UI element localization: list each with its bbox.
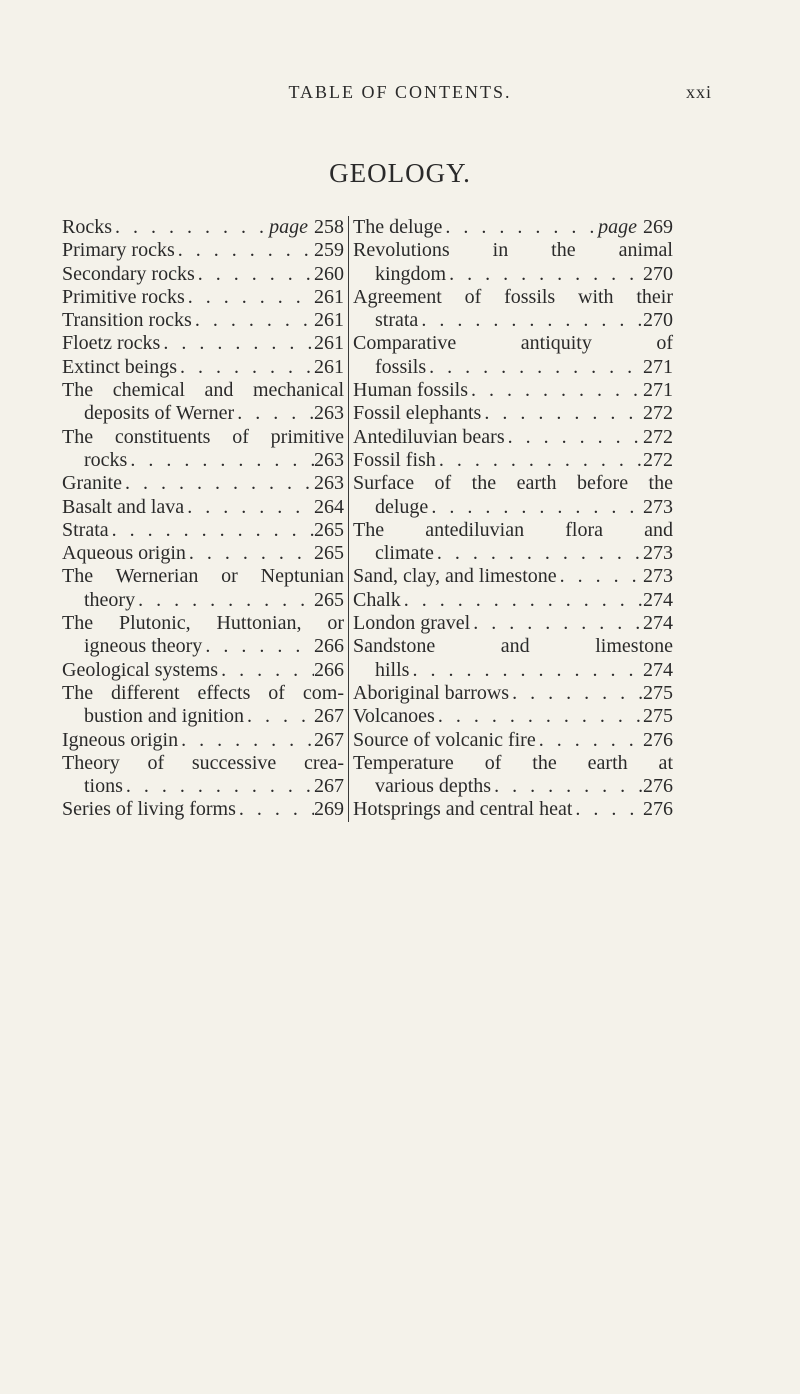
toc-entry-text: tions [84,775,123,798]
page-number [314,589,344,612]
leader-dots [491,775,643,798]
toc-entry-text: Transition rocks [62,309,192,332]
page-number [643,356,673,379]
toc-entry-text: The different effects of com- [62,681,344,704]
leader-dots [435,705,643,728]
toc-entry-text: The deluge [353,216,443,238]
toc-entry [62,752,344,799]
toc-entry [62,565,344,612]
toc-entry-text: Source of volcanic fire [353,728,536,751]
leader-dots [186,542,314,565]
leader-dots [218,659,314,682]
page-number-value: 264 [314,495,344,518]
toc-entry-text: The chemical and mechanical [62,379,344,402]
toc-entry-text: fossils [375,355,427,378]
page-number-value: 271 [643,355,673,378]
toc-entry-text: Igneous origin [62,728,179,751]
page-number [643,705,673,728]
page-number [643,729,673,752]
leader-dots [195,263,314,286]
page-number-value: 259 [314,239,344,262]
leader-dots [442,216,598,239]
toc-entry [62,682,344,729]
leader-dots [160,332,314,355]
leader-dots [123,775,314,798]
leader-dots [202,635,314,658]
page-number [314,332,344,355]
page-number-value: 267 [314,728,344,751]
page-number-value: 271 [643,379,673,402]
toc-entry [353,705,673,728]
toc-entry [353,612,673,635]
page-number [643,309,673,332]
toc-entry [353,682,673,705]
toc-entry-text: The Plutonic, Huttonian, or [62,612,344,635]
toc-entry-text: Geological systems [62,658,219,681]
toc-entry [353,729,673,752]
leader-dots [135,589,314,612]
leader-dots [244,705,314,728]
page-number [314,402,344,425]
page-number-value: 263 [314,448,344,471]
page-number [314,775,344,798]
toc-entry-text: Fossil fish [353,448,436,471]
toc-entry [62,286,344,309]
page-number [314,496,344,519]
leader-dots [426,356,643,379]
toc-entry [62,332,344,355]
toc-entry-text: The antediluvian flora and [353,518,673,541]
toc-entry-text: Primitive rocks [62,285,185,308]
toc-entry-text: various depths [375,775,492,798]
leader-dots [109,519,314,542]
toc-entry [62,426,344,473]
contents-column-right [348,216,673,822]
page-number-value: 266 [314,635,344,658]
leader-dots [446,263,643,286]
page-number-value: 266 [314,658,344,681]
toc-entry-text: rocks [84,448,128,471]
page-number [643,565,673,588]
toc-entry-text: hills [375,658,410,681]
page-number-value: 267 [314,705,344,728]
page-number [314,263,344,286]
page-number-value: 269 [314,798,344,821]
toc-entry [353,239,673,286]
page-number-value: 265 [314,588,344,611]
page-number-value: 261 [314,285,344,308]
toc-entry [62,659,344,682]
toc-entry [62,519,344,542]
toc-entry-text: Aboriginal barrows [353,681,510,704]
page-number [643,496,673,519]
toc-entry-text: The Wernerian or Neptunian [62,565,344,588]
page-number-value: 273 [643,495,673,518]
page-number-value: 274 [643,588,673,611]
toc-entry [62,496,344,519]
running-title: TABLE OF CONTENTS. [288,82,512,102]
toc-entry [62,729,344,752]
leader-dots [470,612,643,635]
toc-entry-text: Rocks [62,216,112,238]
toc-entry [353,216,673,239]
toc-entry-text: bustion and ignition [84,705,244,728]
leader-dots [434,542,643,565]
toc-entry-text: Basalt and lava [62,495,185,518]
leader-dots [122,472,314,495]
toc-entry [353,402,673,425]
toc-entry [62,216,344,239]
toc-entry-text: deluge [375,495,429,518]
page-number [643,659,673,682]
page-number [314,659,344,682]
toc-entry-text: London gravel [353,612,471,635]
page-number-value: 273 [643,542,673,565]
page-number-value: 272 [643,425,673,448]
page-number [314,705,344,728]
leader-dots [428,496,643,519]
page-number-value: 265 [314,518,344,541]
toc-entry [353,426,673,449]
page-number [643,589,673,612]
leader-dots [401,589,643,612]
page-number-value: 261 [314,309,344,332]
toc-entry-text: Granite [62,472,122,495]
toc-entry [62,612,344,659]
page-number [314,356,344,379]
toc-entry [62,798,344,821]
page-number-value: 275 [643,705,673,728]
leader-dots [572,798,643,821]
leader-dots [178,729,314,752]
page-word: page [269,216,308,238]
toc-entry [62,379,344,426]
page-number [314,286,344,309]
leader-dots [505,426,643,449]
toc-entry [62,309,344,332]
leader-dots [184,496,314,519]
page-number [314,542,344,565]
toc-entry-text: kingdom [375,262,447,285]
page-number-value: 273 [643,565,673,588]
page-number [314,239,344,262]
page-number-value: 265 [314,542,344,565]
page-number-value: 258 [314,216,344,238]
leader-dots [177,356,314,379]
toc-entry [353,472,673,519]
leader-dots [127,449,314,472]
page-number [643,682,673,705]
toc-entry-text: Fossil elephants [353,402,482,425]
toc-entry-text: igneous theory [84,635,203,658]
page-number-value: 276 [643,728,673,751]
page-number [643,775,673,798]
toc-entry-text: Volcanoes [353,705,435,728]
page-number-value: 272 [643,448,673,471]
toc-entry [353,635,673,682]
page-number [643,379,673,402]
toc-entry-text: Chalk [353,588,401,611]
toc-entry-text: Surface of the earth before the [353,472,673,495]
page-word: page [598,216,637,238]
page-number-value: 263 [314,402,344,425]
leader-dots [481,402,643,425]
page-number [314,729,344,752]
toc-entry-text: Comparative antiquity of [353,332,673,355]
page-number-value: 270 [643,309,673,332]
toc-entry-text: Floetz rocks [62,332,161,355]
contents-column-left [62,216,344,822]
page-number [269,216,344,239]
toc-entry [62,263,344,286]
toc-entry [353,565,673,588]
page-number [314,798,344,821]
leader-dots [418,309,643,332]
page-folio: xxi [685,82,712,102]
toc-entry-text: Theory of successive crea- [62,751,344,774]
toc-entry-text: Extinct beings [62,355,177,378]
leader-dots [175,239,314,262]
page-number [643,612,673,635]
page-number-value: 269 [643,216,673,238]
toc-entry-text: Agreement of fossils with their [353,285,673,308]
toc-entry-text: Antediluvian bears [353,425,505,448]
toc-entry-text: Human fossils [353,379,468,402]
page-number-value: 272 [643,402,673,425]
running-head [0,82,800,106]
toc-entry-text: strata [375,309,419,332]
toc-entry [62,239,344,262]
page-number-value: 274 [643,612,673,635]
page-number-value: 267 [314,775,344,798]
leader-dots [234,402,314,425]
page-number [643,402,673,425]
leader-dots [536,729,643,752]
toc-entry-text: theory [84,588,136,611]
page-number-value: 260 [314,262,344,285]
leader-dots [409,659,643,682]
page-number [643,263,673,286]
toc-entry-text: Aqueous origin [62,542,186,565]
toc-entry-text: deposits of Werner [84,402,235,425]
toc-entry [353,286,673,333]
page-number [314,635,344,658]
page-number [314,472,344,495]
page-number-value: 261 [314,355,344,378]
leader-dots [509,682,643,705]
page-number-value: 274 [643,658,673,681]
toc-entry-text: Secondary rocks [62,262,195,285]
toc-entry-text: Primary rocks [62,239,175,262]
leader-dots [192,309,314,332]
leader-dots [468,379,643,402]
page-number [643,798,673,821]
page-number-value: 276 [643,798,673,821]
page-number [643,542,673,565]
page-number-value: 276 [643,775,673,798]
page-number [643,426,673,449]
toc-entry [353,519,673,566]
page-number [314,309,344,332]
toc-entry-text: Sandstone and limestone [353,635,673,658]
toc-entry-text: Series of living forms [62,798,236,821]
toc-entry [353,449,673,472]
toc-entry [353,379,673,402]
leader-dots [185,286,314,309]
toc-entry-text: Temperature of the earth at [353,751,673,774]
page-number-value: 263 [314,472,344,495]
page-number-value: 261 [314,332,344,355]
leader-dots [436,449,643,472]
page-number-value: 270 [643,262,673,285]
toc-entry-text: climate [375,542,434,565]
page-number [314,449,344,472]
toc-entry [353,752,673,799]
toc-entry-text: The constituents of primitive [62,425,344,448]
leader-dots [236,798,314,821]
leader-dots [112,216,269,239]
toc-entry [62,356,344,379]
toc-entry [353,589,673,612]
page-number [643,449,673,472]
page-number-value: 275 [643,681,673,704]
section-title: GEOLOGY. [329,158,471,188]
toc-entry-text: Sand, clay, and limestone [353,565,557,588]
toc-entry [62,542,344,565]
leader-dots [557,565,643,588]
page-number [314,519,344,542]
toc-entry-text: Strata [62,518,109,541]
toc-entry-text: Revolutions in the animal [353,239,673,262]
toc-entry-text: Hotsprings and central heat [353,798,573,821]
toc-entry [353,798,673,821]
toc-entry [62,472,344,495]
page-number [598,216,673,239]
toc-entry [353,332,673,379]
